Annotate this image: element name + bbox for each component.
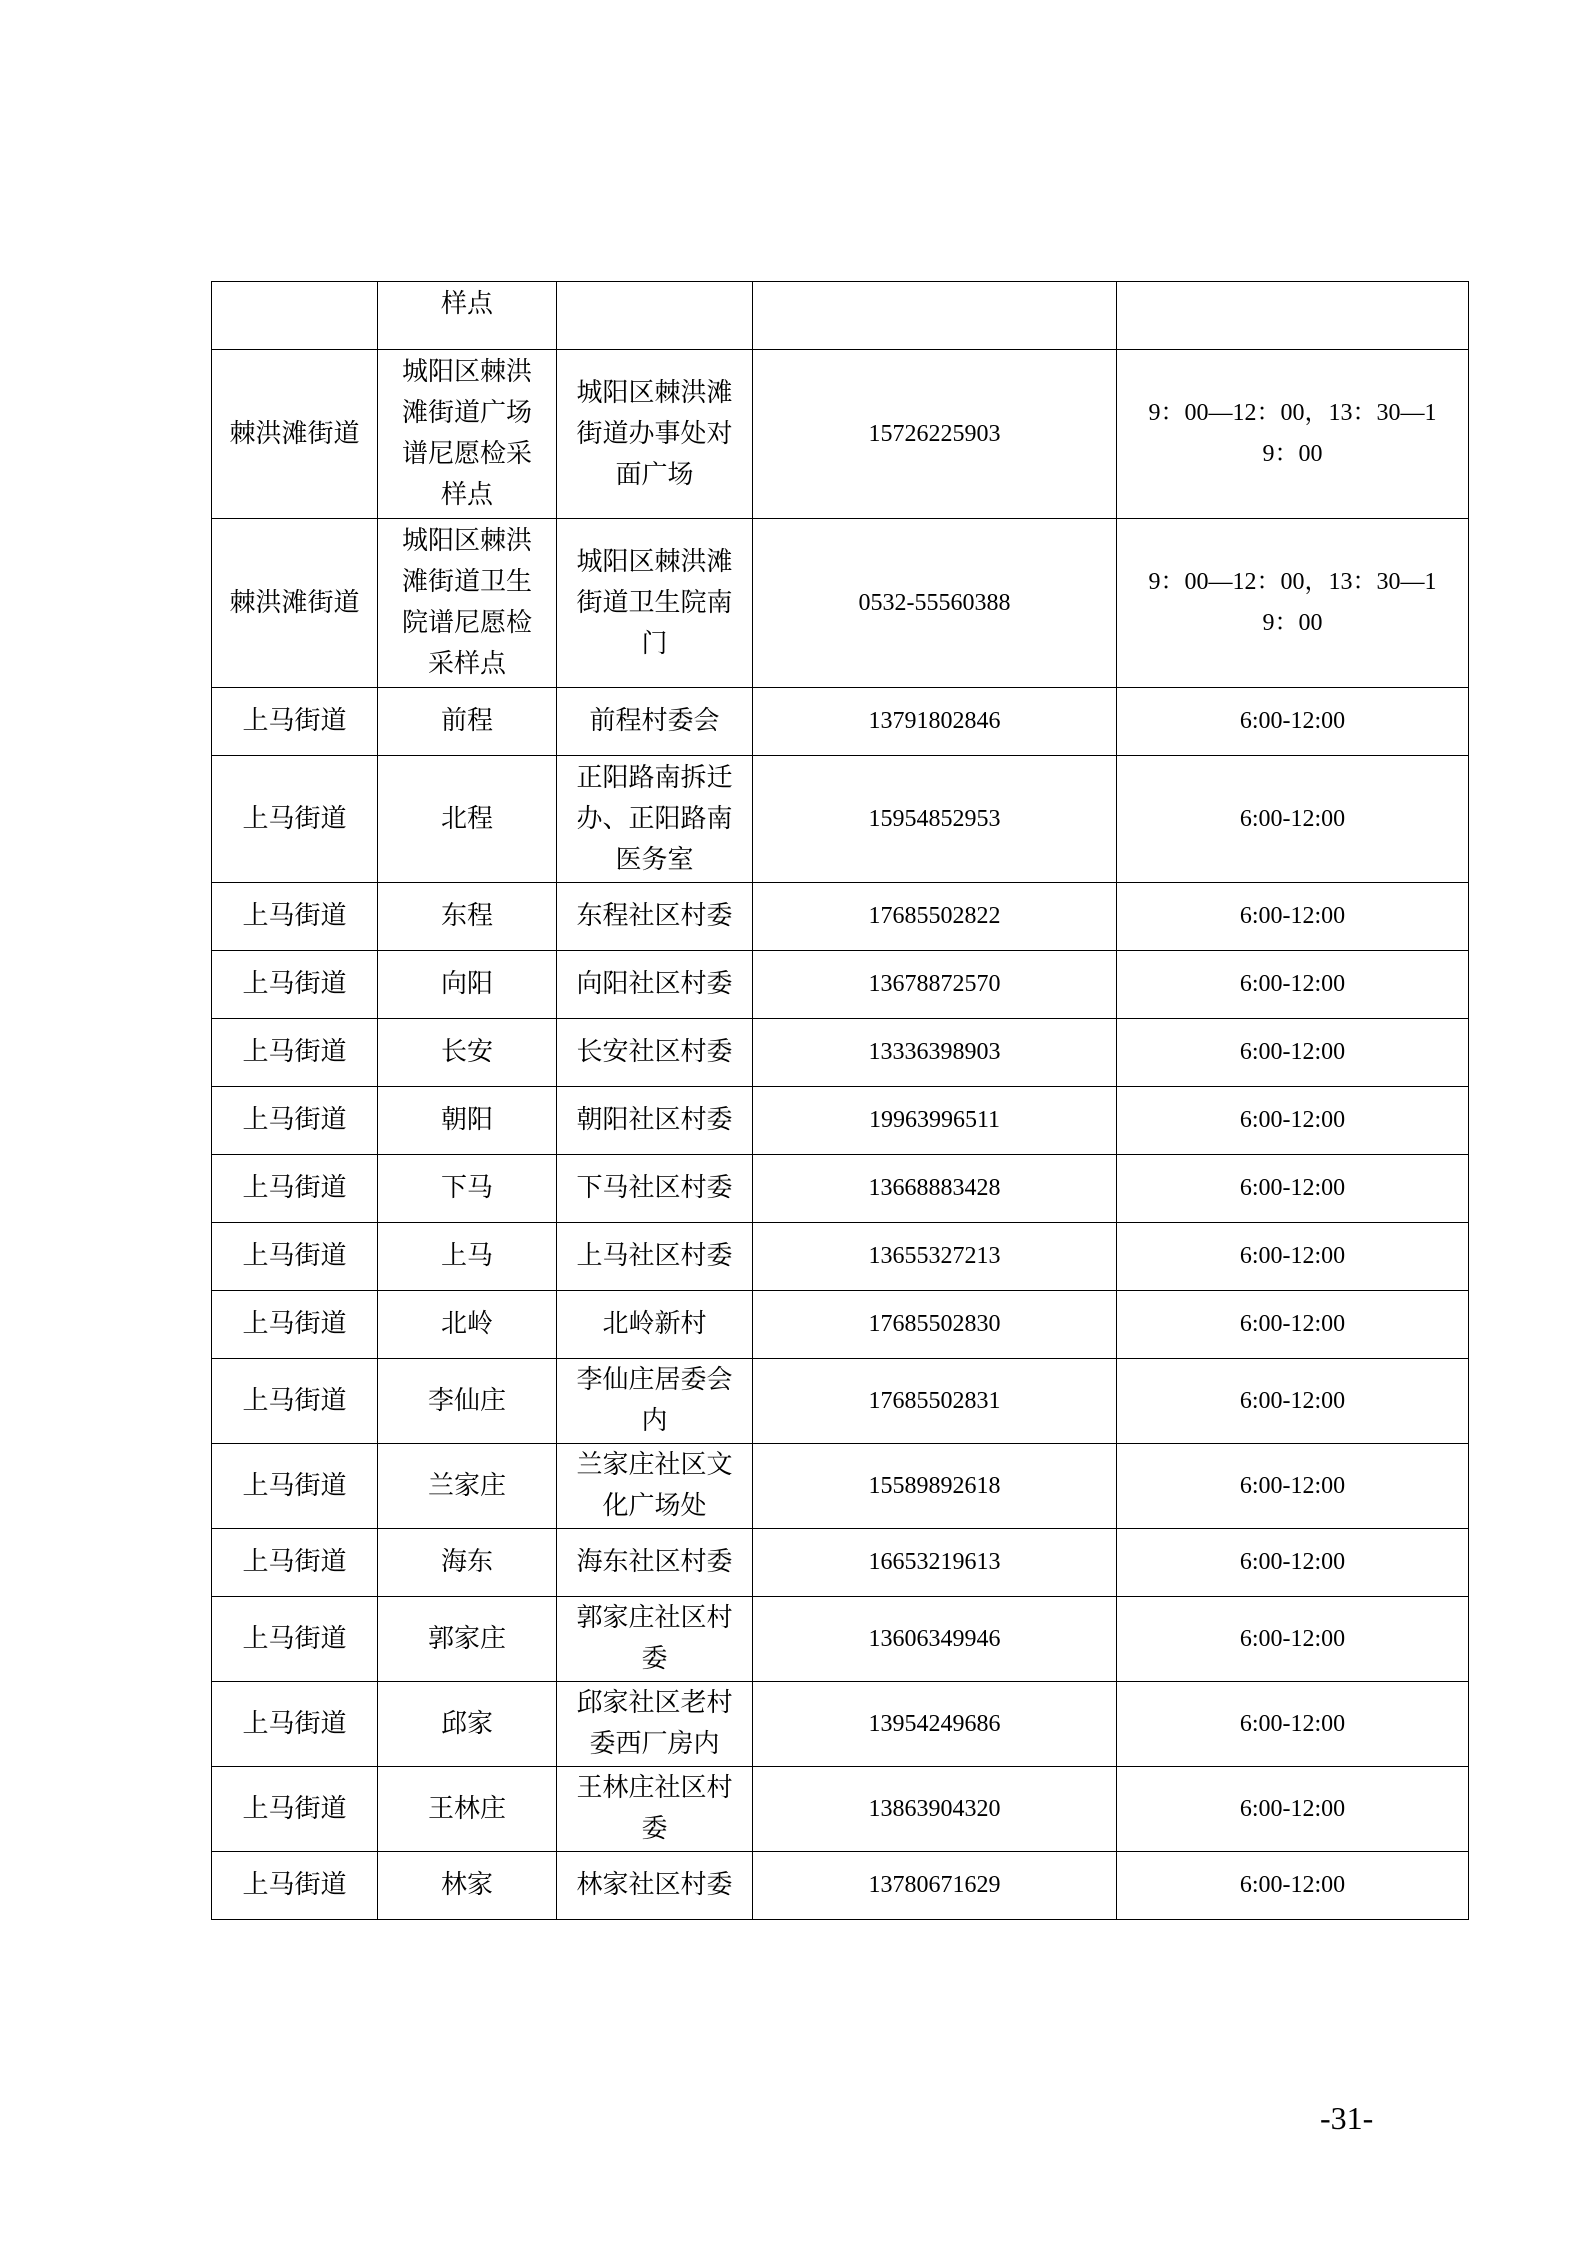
address-cell: 郭家庄社区村委 [557,1597,753,1682]
table-row [212,1444,1469,1529]
address-cell: 向阳社区村委 [557,951,753,1019]
phone-cell: 13606349946 [753,1597,1117,1682]
phone-cell [753,282,1117,350]
site-cell: 城阳区棘洪滩街道卫生院谱尼愿检采样点 [378,519,557,688]
phone-cell: 13336398903 [753,1019,1117,1087]
table-row [212,1359,1469,1444]
phone-cell: 13954249686 [753,1682,1117,1767]
phone-cell: 17685502822 [753,883,1117,951]
address-cell: 上马社区村委 [557,1223,753,1291]
address-cell: 长安社区村委 [557,1019,753,1087]
site-cell: 城阳区棘洪滩街道广场谱尼愿检采样点 [378,350,557,519]
hours-cell: 6:00-12:00 [1117,1019,1469,1087]
street-cell: 上马街道 [212,1597,378,1682]
hours-cell: 6:00-12:00 [1117,1597,1469,1682]
street-cell: 上马街道 [212,688,378,756]
site-cell: 上马 [378,1223,557,1291]
table-row [212,350,1469,519]
hours-cell: 6:00-12:00 [1117,1444,1469,1529]
street-cell: 上马街道 [212,1291,378,1359]
site-cell: 向阳 [378,951,557,1019]
table-row [212,1852,1469,1920]
phone-cell: 15954852953 [753,756,1117,883]
phone-cell: 0532-55560388 [753,519,1117,688]
street-cell: 上马街道 [212,1767,378,1852]
address-cell [557,282,753,350]
table-row [212,1019,1469,1087]
address-cell: 北岭新村 [557,1291,753,1359]
hours-cell: 6:00-12:00 [1117,756,1469,883]
site-cell: 海东 [378,1529,557,1597]
address-cell: 东程社区村委 [557,883,753,951]
street-cell: 上马街道 [212,1529,378,1597]
hours-cell: 6:00-12:00 [1117,1359,1469,1444]
address-cell: 海东社区村委 [557,1529,753,1597]
table-body [212,282,1469,1920]
phone-cell: 15589892618 [753,1444,1117,1529]
street-cell [212,282,378,350]
phone-cell: 13668883428 [753,1155,1117,1223]
street-cell: 上马街道 [212,1223,378,1291]
street-cell: 上马街道 [212,1155,378,1223]
phone-cell: 13655327213 [753,1223,1117,1291]
table-row [212,1767,1469,1852]
table-row [212,1529,1469,1597]
street-cell: 棘洪滩街道 [212,519,378,688]
hours-cell: 6:00-12:00 [1117,688,1469,756]
address-cell: 城阳区棘洪滩街道办事处对面广场 [557,350,753,519]
hours-cell: 6:00-12:00 [1117,883,1469,951]
site-cell: 北岭 [378,1291,557,1359]
site-cell: 北程 [378,756,557,883]
table-row [212,951,1469,1019]
phone-cell: 17685502830 [753,1291,1117,1359]
site-cell: 下马 [378,1155,557,1223]
hours-cell: 6:00-12:00 [1117,1155,1469,1223]
site-cell: 李仙庄 [378,1359,557,1444]
phone-cell: 13791802846 [753,688,1117,756]
table-row [212,1223,1469,1291]
street-cell: 上马街道 [212,756,378,883]
street-cell: 棘洪滩街道 [212,350,378,519]
site-cell: 朝阳 [378,1087,557,1155]
hours-cell: 6:00-12:00 [1117,1291,1469,1359]
address-cell: 林家社区村委 [557,1852,753,1920]
site-cell: 兰家庄 [378,1444,557,1529]
hours-cell: 6:00-12:00 [1117,1682,1469,1767]
address-cell: 下马社区村委 [557,1155,753,1223]
site-cell: 样点 [378,282,557,350]
site-cell: 林家 [378,1852,557,1920]
site-cell: 郭家庄 [378,1597,557,1682]
testing-sites-table [211,281,1469,1920]
street-cell: 上马街道 [212,1444,378,1529]
street-cell: 上马街道 [212,883,378,951]
phone-cell: 16653219613 [753,1529,1117,1597]
hours-cell: 6:00-12:00 [1117,1087,1469,1155]
site-cell: 东程 [378,883,557,951]
street-cell: 上马街道 [212,1087,378,1155]
street-cell: 上马街道 [212,951,378,1019]
hours-cell: 9：00—12：00，13：30—19：00 [1117,350,1469,519]
street-cell: 上马街道 [212,1682,378,1767]
phone-cell: 19963996511 [753,1087,1117,1155]
phone-cell: 17685502831 [753,1359,1117,1444]
page-number: -31- [1320,2100,1374,2136]
hours-cell: 6:00-12:00 [1117,1767,1469,1852]
hours-cell: 6:00-12:00 [1117,1852,1469,1920]
hours-cell: 6:00-12:00 [1117,1223,1469,1291]
address-cell: 前程村委会 [557,688,753,756]
table-row [212,1682,1469,1767]
street-cell: 上马街道 [212,1852,378,1920]
table-row [212,519,1469,688]
address-cell: 兰家庄社区文化广场处 [557,1444,753,1529]
address-cell: 邱家社区老村委西厂房内 [557,1682,753,1767]
site-cell: 邱家 [378,1682,557,1767]
hours-cell [1117,282,1469,350]
table-row [212,1597,1469,1682]
street-cell: 上马街道 [212,1359,378,1444]
table-row [212,1087,1469,1155]
address-cell: 王林庄社区村委 [557,1767,753,1852]
table-row [212,1155,1469,1223]
address-cell: 正阳路南拆迁办、正阳路南医务室 [557,756,753,883]
phone-cell: 13780671629 [753,1852,1117,1920]
street-cell: 上马街道 [212,1019,378,1087]
address-cell: 城阳区棘洪滩街道卫生院南门 [557,519,753,688]
phone-cell: 13678872570 [753,951,1117,1019]
table-row [212,756,1469,883]
table-row [212,1291,1469,1359]
site-cell: 长安 [378,1019,557,1087]
address-cell: 李仙庄居委会内 [557,1359,753,1444]
table-row [212,688,1469,756]
site-cell: 王林庄 [378,1767,557,1852]
table-row [212,883,1469,951]
table-row [212,282,1469,350]
site-cell: 前程 [378,688,557,756]
hours-cell: 6:00-12:00 [1117,1529,1469,1597]
address-cell: 朝阳社区村委 [557,1087,753,1155]
phone-cell: 15726225903 [753,350,1117,519]
hours-cell: 6:00-12:00 [1117,951,1469,1019]
hours-cell: 9：00—12：00，13：30—19：00 [1117,519,1469,688]
phone-cell: 13863904320 [753,1767,1117,1852]
